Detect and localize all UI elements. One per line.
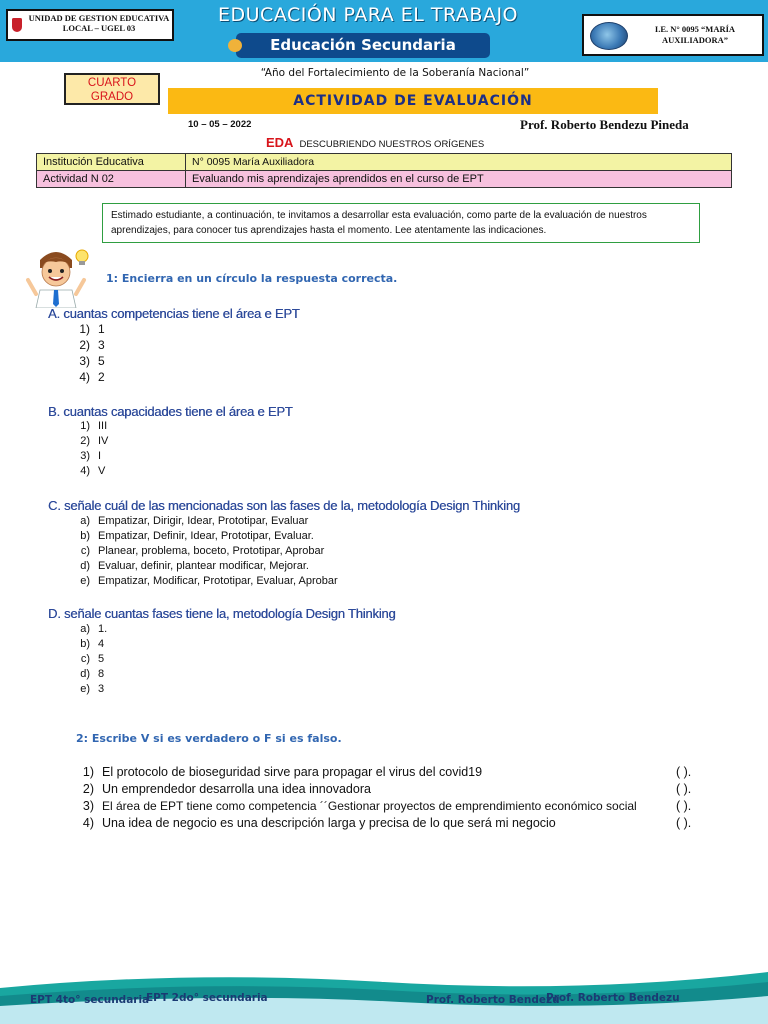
option-text: 2 — [98, 370, 105, 384]
swoosh-icon — [228, 39, 242, 52]
info-label: Actividad N 02 — [37, 171, 186, 188]
option-number: 4) — [79, 370, 90, 384]
option-d5[interactable] — [62, 682, 107, 697]
tf-answer-blank[interactable]: ( ). — [676, 799, 692, 813]
option-b4[interactable] — [62, 464, 108, 479]
eda-text: DESCUBRIENDO NUESTROS ORÍGENES — [299, 139, 485, 150]
info-value: Evaluando mis aprendizajes aprendidos en el curso de EPT — [186, 171, 732, 188]
peru-crest-icon — [12, 18, 22, 32]
option-a1[interactable] — [62, 321, 105, 337]
option-text: Empatizar, Modificar, Prototipar, Evaluar, Aprobar — [98, 575, 338, 587]
page-title: EDUCACIÓN PARA EL TRABAJO — [217, 4, 518, 26]
option-text: 3 — [98, 683, 105, 695]
footer-prof-b: Prof. Roberto Bendezu — [546, 992, 680, 1004]
tf-answer-blank[interactable]: ( ). — [676, 782, 692, 796]
option-text: 4 — [98, 638, 105, 650]
option-number: 4) — [80, 465, 90, 477]
option-c1[interactable] — [62, 514, 338, 529]
question-b-title: B. cuantas capacidades tiene el área e EPT — [48, 404, 293, 419]
grade-box — [64, 73, 160, 105]
option-b2[interactable] — [62, 434, 108, 449]
professor-name: Prof. Roberto Bendezu Pineda — [520, 117, 689, 132]
question-a-options — [62, 321, 105, 385]
option-number: e) — [80, 683, 90, 695]
part1-title: 1: Encierra en un círculo la respuesta correcta. — [106, 272, 398, 285]
option-c2[interactable] — [62, 529, 338, 544]
info-table — [36, 153, 732, 188]
option-c5[interactable] — [62, 574, 338, 589]
option-text: IV — [98, 435, 109, 447]
footer-course-a: EPT 4to° secundaria — [30, 994, 150, 1006]
option-number: 1) — [79, 322, 90, 336]
ugel-line2: LOCAL – UGEL 03 — [62, 23, 136, 33]
option-text: V — [98, 465, 106, 477]
option-number: e) — [80, 575, 90, 587]
question-a-title: A. cuantas competencias tiene el área e EPT — [48, 306, 300, 321]
true-false-list — [76, 764, 716, 832]
question-c-options — [62, 514, 338, 589]
question-d-title: D. señale cuantas fases tiene la, metodología Design Thinking — [48, 606, 396, 621]
option-text: Planear, problema, boceto, Prototipar, Aprobar — [98, 545, 325, 557]
option-d4[interactable] — [62, 667, 107, 682]
tf-item — [76, 764, 716, 781]
ugel-badge — [6, 9, 174, 41]
option-number: c) — [80, 653, 90, 665]
option-text: Evaluar, definir, plantear modificar, Mejorar. — [98, 560, 309, 572]
option-text: Empatizar, Dirigir, Idear, Prototipar, Evaluar — [98, 515, 309, 527]
option-a2[interactable] — [62, 337, 105, 353]
option-text: 3 — [98, 338, 105, 352]
option-number: c) — [80, 545, 90, 557]
option-number: 1) — [80, 420, 90, 432]
question-c-title: C. señale cuál de las mencionadas son las fases de la, metodología Design Thinking — [48, 498, 520, 513]
option-text: 1 — [98, 322, 105, 336]
tf-statement: El área de EPT tiene como competencia ´´Gestionar proyectos de emprendimiento económico social — [102, 799, 637, 813]
option-number: a) — [80, 515, 90, 527]
tf-number: 1) — [82, 765, 94, 779]
eda-line — [266, 135, 484, 150]
school-emblem-icon — [590, 22, 628, 50]
tf-answer-blank[interactable]: ( ). — [676, 765, 692, 779]
tf-number: 4) — [82, 816, 94, 830]
activity-title: ACTIVIDAD DE EVALUACIÓN — [168, 88, 658, 114]
school-line2: AUXILIADORA” — [661, 35, 729, 45]
motto: “Año del Fortalecimiento de la Soberanía Nacional” — [260, 67, 530, 79]
option-text: I — [98, 450, 102, 462]
info-value: N° 0095 María Auxiliadora — [186, 154, 732, 171]
option-number: 2) — [80, 435, 90, 447]
info-label: Institución Educativa — [37, 154, 186, 171]
tf-item — [76, 798, 716, 815]
footer-prof-a: Prof. Roberto Bendezu — [426, 994, 560, 1006]
option-text: 1. — [98, 623, 108, 635]
tf-statement: Un emprendedor desarrolla una idea innovadora — [102, 782, 371, 796]
option-d1[interactable] — [62, 622, 107, 637]
student-mascot-icon — [26, 246, 94, 308]
option-number: b) — [80, 638, 90, 650]
date: 10 – 05 – 2022 — [188, 119, 252, 130]
option-number: 3) — [79, 354, 90, 368]
option-number: 3) — [80, 450, 90, 462]
option-b1[interactable] — [62, 419, 108, 434]
option-text: 5 — [98, 653, 105, 665]
option-text: 8 — [98, 668, 105, 680]
tf-item — [76, 781, 716, 798]
school-line1: I.E. N° 0095 “MARÍA — [654, 24, 736, 34]
option-text: Empatizar, Definir, Idear, Prototipar, Evaluar. — [98, 530, 314, 542]
grade-line2: GRADO — [90, 91, 134, 103]
tf-number: 2) — [82, 782, 94, 796]
option-a4[interactable] — [62, 369, 105, 385]
option-c3[interactable] — [62, 544, 338, 559]
option-d2[interactable] — [62, 637, 107, 652]
school-name — [630, 24, 760, 46]
ugel-text — [26, 13, 172, 33]
option-number: 2) — [79, 338, 90, 352]
option-text: 5 — [98, 354, 105, 368]
part2-title: 2: Escribe V si es verdadero o F si es falso. — [76, 732, 342, 745]
option-c4[interactable] — [62, 559, 338, 574]
tf-statement: El protocolo de bioseguridad sirve para propagar el virus del covid19 — [102, 765, 483, 779]
question-d-options — [62, 622, 107, 697]
instruction-box: Estimado estudiante, a continuación, te invitamos a desarrollar esta evaluación, como parte de la evaluación de nuestros aprendizajes, para conocer tus aprendizajes hasta el momento. Lee atentamente las indicaciones. — [102, 203, 700, 243]
tf-statement: Una idea de negocio es una descripción larga y precisa de lo que será mi negocio — [102, 816, 556, 830]
footer-course-b: EPT 2do° secundaria — [146, 992, 268, 1004]
option-number: b) — [80, 530, 90, 542]
ugel-line1: UNIDAD DE GESTION EDUCATIVA — [28, 13, 170, 23]
option-d3[interactable] — [62, 652, 107, 667]
option-number: a) — [80, 623, 90, 635]
info-row-activity — [37, 171, 732, 188]
tf-item — [76, 815, 716, 832]
option-number: d) — [80, 560, 90, 572]
question-b-options — [62, 419, 108, 479]
option-b3[interactable] — [62, 449, 108, 464]
tf-answer-blank[interactable]: ( ). — [676, 816, 692, 830]
option-a3[interactable] — [62, 353, 105, 369]
school-badge — [582, 14, 764, 56]
tf-number: 3) — [82, 799, 94, 813]
eda-label: EDA — [266, 135, 294, 150]
subtitle-text: Educación Secundaria — [270, 36, 456, 54]
subtitle-banner — [236, 33, 490, 58]
info-row-school — [37, 154, 732, 171]
grade-line1: CUARTO — [87, 77, 137, 89]
option-text: III — [98, 420, 108, 432]
option-number: d) — [80, 668, 90, 680]
